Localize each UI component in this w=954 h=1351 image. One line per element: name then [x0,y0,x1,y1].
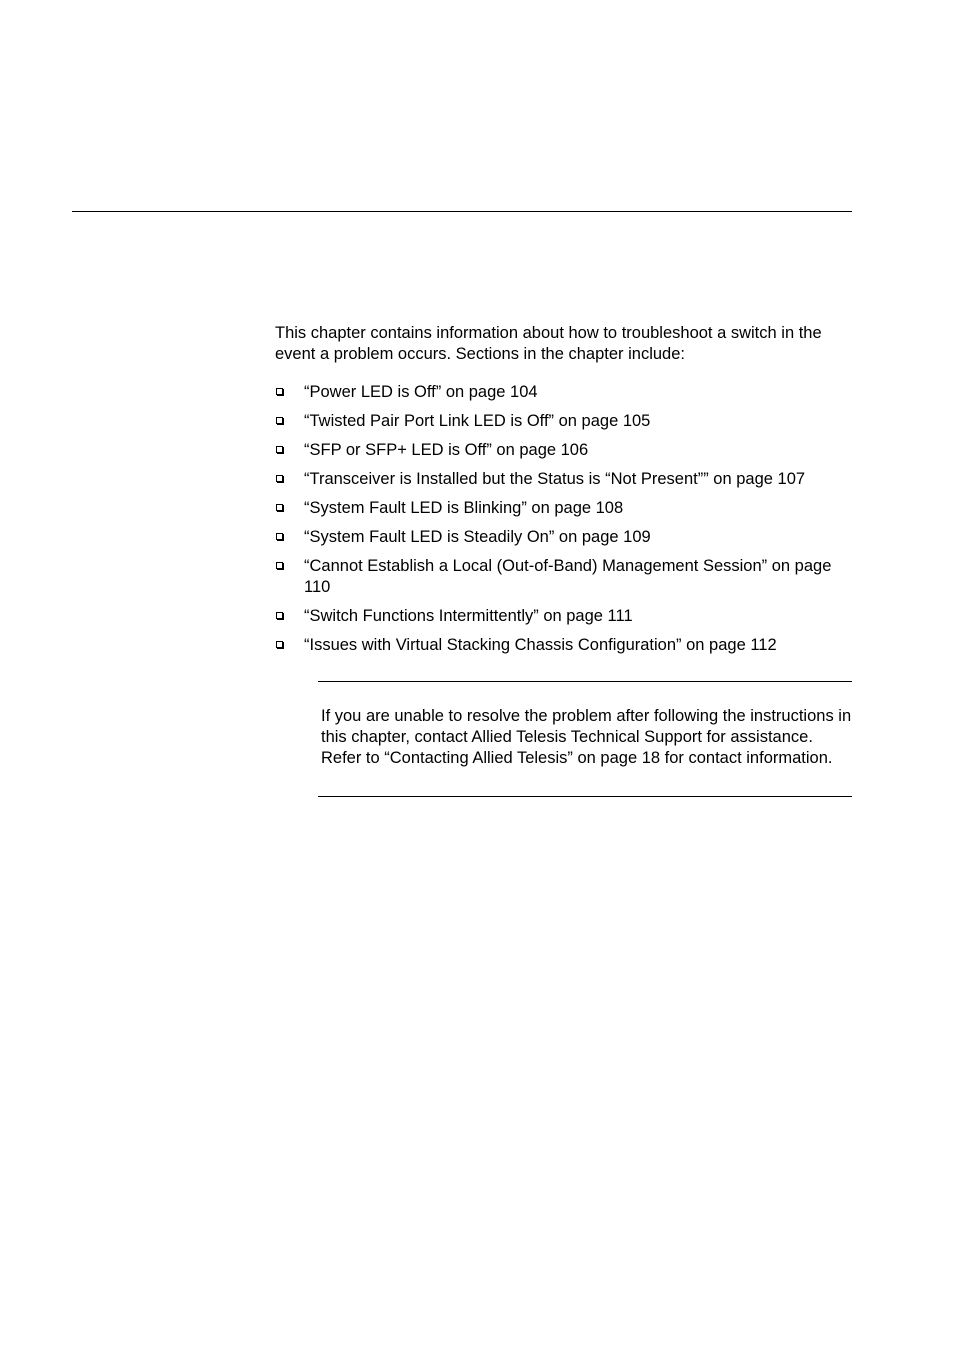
square-bullet-icon [276,641,283,648]
square-bullet-icon [276,612,283,619]
square-bullet-icon [276,475,283,482]
section-list [275,382,855,664]
list-item-label: “SFP or SFP+ LED is Off” on page 106 [304,441,589,459]
square-bullet-icon [276,562,283,569]
list-item[interactable] [275,606,855,627]
list-item[interactable] [275,498,855,519]
note-box [318,681,852,797]
list-item[interactable] [275,382,855,403]
list-item-label: “Issues with Virtual Stacking Chassis Configuration” on page 112 [304,636,777,654]
square-bullet-icon [276,388,283,395]
list-item[interactable] [275,440,855,461]
list-item[interactable] [275,556,855,598]
list-item-label: “Twisted Pair Port Link LED is Off” on page 105 [304,412,651,430]
list-item-label: “Power LED is Off” on page 104 [304,383,538,401]
list-item-label: “Transceiver is Installed but the Status is “Not Present”” on page 107 [304,470,806,488]
list-item[interactable] [275,527,855,548]
list-item-label: “System Fault LED is Steadily On” on page 109 [304,528,651,546]
square-bullet-icon [276,417,283,424]
square-bullet-icon [276,533,283,540]
square-bullet-icon [276,446,283,453]
list-item-label: “Switch Functions Intermittently” on page 111 [304,607,633,625]
header-rule [72,211,852,212]
square-bullet-icon [276,504,283,511]
list-item[interactable] [275,635,855,656]
list-item[interactable] [275,469,855,490]
note-text: If you are unable to resolve the problem after following the instructions in this chapter, contact Allied Telesis Technical Support for assistance. Refer to “Contacting Allied Telesis” on page 18 for contact information. [321,707,852,767]
intro-paragraph: This chapter contains information about how to troubleshoot a switch in the event a problem occurs. Sections in the chapter include: [275,324,822,363]
list-item[interactable] [275,411,855,432]
list-item-label: “System Fault LED is Blinking” on page 108 [304,499,624,517]
list-item-label: “Cannot Establish a Local (Out-of-Band) Management Session” on page 110 [304,557,832,596]
